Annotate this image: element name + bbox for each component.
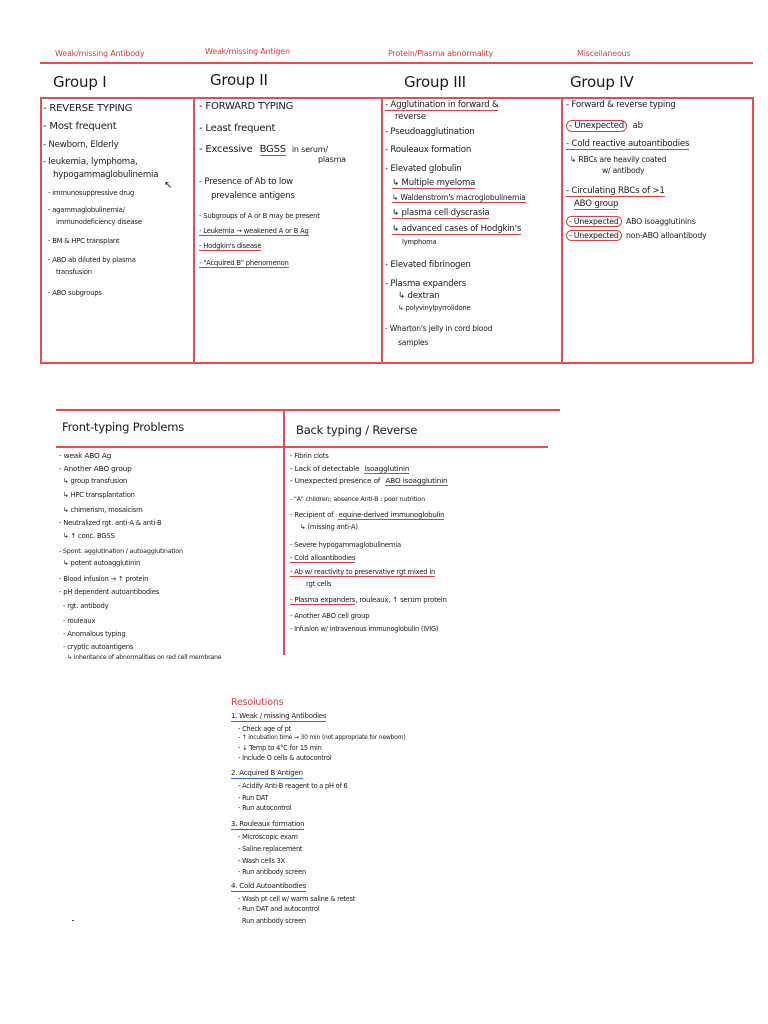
front-item: - weak ABO Ag [59, 451, 112, 460]
front-item: - Spont. agglutination / autoagglutination [59, 547, 183, 555]
front-item: ↳ HPC transplantation [63, 491, 135, 499]
col-divider-1 [193, 97, 195, 363]
g3-item: ↳ advanced cases of Hodgkin's [392, 224, 522, 234]
problems-divider [283, 409, 285, 655]
group-2-title: Group II [210, 71, 268, 89]
g1-item: - immunosuppressive drug [48, 189, 135, 197]
g1-item: - leukemia, lymphoma, [43, 157, 138, 167]
resolution-item: - ↓ Temp to 4°C for 15 min [238, 744, 322, 752]
front-item: - rgt. antibody [63, 602, 109, 610]
resolution-item: - Acidify Anti-B reagent to a pH of 6 [238, 782, 348, 790]
resolution-item: - ↑ incubation time → 30 min (not appropriate for newborn) [238, 734, 406, 741]
resolution-item: - Wash pt cell w/ warm saline & retest [238, 895, 356, 903]
front-item: - Blood infusion → ↑ protein [59, 575, 149, 583]
back-item: - Another ABO cell group [290, 612, 370, 620]
col-header-misc: Miscellaneous [577, 49, 631, 58]
problems-header-rule [56, 446, 548, 448]
back-item-abo-isoagglutinin: - Unexpected presence of ABO isoagglutinin [290, 476, 448, 485]
g4-item: w/ antibody [602, 166, 645, 175]
resolution-heading-1: 1. Weak / missing Antibodies [231, 712, 327, 720]
resolution-item: - Run autocontrol [238, 804, 292, 812]
back-item: - Cold alloantibodies [290, 554, 356, 562]
g1-item: - ABO subgroups [48, 289, 102, 297]
group-4-title: Group IV [570, 73, 634, 91]
table-header-rule [40, 97, 753, 99]
g3-item: - Elevated globulin [385, 164, 462, 174]
resolution-heading-2: 2. Acquired B Antigen [231, 769, 303, 777]
g3-item: ↳ Multiple myeloma [392, 178, 476, 188]
resolution-item: - Wash cells 3X [238, 857, 285, 865]
back-item-isoagglutinin: - Lack of detectable isoagglutinin [290, 464, 410, 473]
g1-item: - ABO ab diluted by plasma [48, 256, 136, 264]
g1-item: - Most frequent [43, 121, 117, 132]
stray-dot [72, 920, 74, 921]
front-item: ↳ potent autoagglutinin [63, 559, 141, 567]
g3-item: - Elevated fibrinogen [385, 260, 471, 270]
g3-item: lymphoma [402, 238, 437, 246]
resolution-heading-4: 4. Cold Autoantibodies [231, 882, 307, 890]
g1-item: immunodeficiency disease [56, 218, 142, 226]
g2-item-acquired-b: - "Acquired B" phenomenon [199, 259, 289, 267]
g3-item: - Agglutination in forward & [385, 100, 499, 110]
col-header-weak-antibody: Weak/missing Antibody [55, 49, 145, 58]
g4-item: - Circulating RBCs of >1 [566, 186, 665, 196]
g2-item-excessive: - Excessive BGSS in serum/ [199, 144, 328, 155]
g4-item: ↳ RBCs are heavily coated [570, 155, 667, 164]
resolution-item: - Run DAT and autocontrol [238, 905, 320, 913]
table-bottom-rule [40, 362, 753, 364]
resolution-heading-3: 3. Rouleaux formation [231, 820, 305, 828]
g2-item: - Least frequent [199, 123, 276, 134]
front-item: - Another ABO group [59, 464, 132, 473]
g2-item: - Presence of Ab to low [199, 177, 293, 187]
col-divider-4 [752, 97, 754, 363]
g3-item: - Pseudoagglutination [385, 127, 475, 137]
back-item: - Infusion w/ intravenous immunoglobulin (IVIG) [290, 625, 439, 633]
g3-item: reverse [395, 112, 426, 122]
front-item: - Anomalous typing [63, 630, 126, 638]
front-item: - rouleaux [63, 617, 96, 625]
col-header-protein: Protein/Plasma abnormality [388, 49, 493, 58]
problems-top-rule [56, 409, 560, 411]
back-item: - "A" children: absence Anti-B : poor nutrition [290, 495, 425, 503]
g2-item: - FORWARD TYPING [199, 101, 294, 112]
resolution-item: - Check age of pt [238, 725, 292, 733]
g3-item: ↳ dextran [398, 291, 440, 301]
front-item: ↳ ↑ conc. BGSS [63, 532, 115, 540]
g1-item: - REVERSE TYPING [43, 103, 133, 114]
group-3-title: Group III [404, 73, 466, 91]
g2-item: - Subgroups of A or B may be present [199, 212, 320, 220]
cursor-mark-icon: ↖ [164, 180, 173, 191]
resolution-item: - Run DAT [238, 794, 269, 802]
back-item: rgt cells [306, 580, 332, 588]
col-divider-0 [40, 97, 42, 363]
table-top-rule [40, 62, 753, 64]
g3-item: ↳ polyvinylpyrrolidone [398, 304, 471, 312]
resolution-item: Run antibody screen [242, 917, 306, 925]
g2-item-hodgkins: - Hodgkin's disease [199, 242, 262, 250]
g1-item: hypogammaglobulinemia [53, 170, 159, 180]
front-item: ↳ inheritance of abnormalities on red cell membrane [67, 654, 222, 661]
g4-item-unexpected-ab: - Unexpected ab [566, 121, 643, 131]
g3-item: ↳ Waldenstrom's macroglobulinemia [392, 193, 526, 202]
resolution-item: - Saline replacement [238, 845, 303, 853]
g2-item: plasma [318, 155, 346, 164]
g4-item: - Forward & reverse typing [566, 100, 676, 110]
group-1-title: Group I [53, 73, 107, 91]
resolution-item: - Microscopic exam [238, 833, 298, 841]
back-item-equine: - Recipient of equine-derived immunoglobulin [290, 511, 445, 519]
g3-item: - Wharton's jelly in cord blood [385, 324, 493, 333]
g4-item-isoagglutinins: - Unexpected ABO isoagglutinins [566, 218, 696, 226]
back-item: - Severe hypogammaglobulinemia [290, 541, 401, 549]
col-divider-3 [561, 97, 563, 363]
resolution-item: - Run antibody screen [238, 868, 306, 876]
g4-item: ABO group [574, 199, 619, 209]
bgss-highlight: BGSS [259, 144, 286, 155]
g1-item: - agammaglobulinemia/ [48, 206, 125, 214]
front-item: - pH dependent autoantibodies [59, 588, 160, 596]
back-item: ↳ (missing anti-A) [300, 523, 358, 531]
front-item: - cryptic autoantigens [63, 643, 134, 651]
back-item: - Ab w/ reactivity to preservative rgt mixed in [290, 568, 436, 576]
g3-item: - Plasma expanders [385, 279, 467, 289]
back-item: - Fibrin clots [290, 452, 329, 460]
g2-item: prevalence antigens [211, 191, 295, 201]
front-item: ↳ chimerism, mosaicism [63, 506, 143, 514]
back-item-plasma: - Plasma expanders, rouleaux, ↑ serum protein [290, 596, 447, 604]
front-typing-title: Front-typing Problems [62, 420, 185, 434]
g3-item: ↳ plasma cell dyscrasia [392, 208, 490, 218]
g2-item-leukemia: - Leukemia → weakened A or B Ag [199, 227, 309, 235]
g3-item: - Rouleaux formation [385, 145, 472, 155]
back-typing-title: Back typing / Reverse [296, 423, 418, 437]
g4-item: - Cold reactive autoantibodies [566, 139, 690, 149]
col-header-weak-antigen: Weak/missing Antigen [205, 47, 290, 56]
resolutions-title: Resolutions [231, 697, 284, 708]
g3-item: samples [398, 338, 429, 347]
g1-item: - Newborn, Elderly [43, 140, 119, 150]
g4-item-alloantibody: - Unexpected non-ABO alloantibody [566, 232, 707, 240]
resolution-item: - Include O cells & autocontrol [238, 754, 332, 762]
front-item: ↳ group transfusion [63, 477, 128, 485]
g1-item: transfusion [56, 268, 92, 276]
front-item: - Neutralized rgt. anti-A & anti-B [59, 519, 162, 527]
col-divider-2 [381, 97, 383, 363]
g1-item: - BM & HPC transplant [48, 237, 120, 245]
